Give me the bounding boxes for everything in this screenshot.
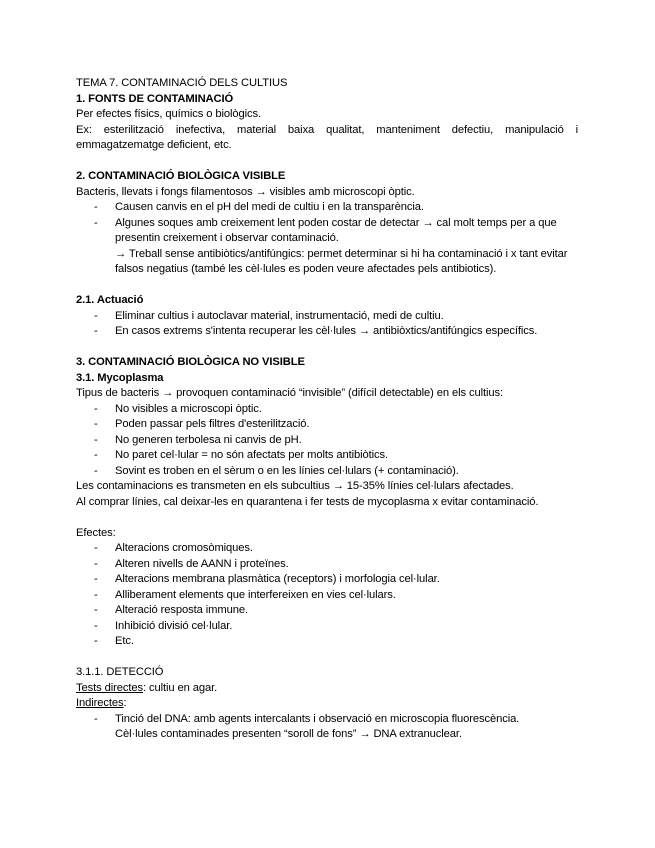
paragraph: Ex: esterilització inefectiva, material baixa qualitat, manteniment defectiu, manipulació i emmagatzematge deficient, etc.	[76, 123, 578, 151]
bullet-list	[76, 200, 578, 247]
heading-mycoplasma: 3.1. Mycoplasma	[76, 371, 164, 384]
list-item: - No generen terbolesa ni canvis de pH.	[76, 433, 578, 449]
list-item: - Algunes soques amb creixement lent poden costar de detectar → cal molt temps per a que presentin creixement i observar contaminació.	[76, 216, 578, 247]
document-page	[76, 76, 578, 743]
paragraph	[76, 696, 578, 712]
effects-list	[76, 541, 578, 650]
list-item: - No paret cel·lular = no són afectats per molts antibiòtics.	[76, 448, 578, 464]
bullet-list	[76, 402, 578, 480]
list-item: - No visibles a microscopi òptic.	[76, 402, 578, 418]
heading-fonts-contaminacio: 1. FONTS DE CONTAMINACIÓ	[76, 92, 234, 105]
list-item: - Sovint es troben en el sèrum o en les línies cel·lulars (+ contaminació).	[76, 464, 578, 480]
list-item: - Alteracions membrana plasmàtica (receptors) i morfologia cel·lular.	[76, 572, 578, 588]
heading-contaminacio-no-visible: 3. CONTAMINACIÓ BIOLÒGICA NO VISIBLE	[76, 356, 305, 368]
paragraph: Per efectes físics, químics o biològics.	[76, 108, 262, 120]
list-item: - Inhibició divisió cel·lular.	[76, 619, 578, 635]
list-item: - En casos extrems s'intenta recuperar les cèl·lules → antibiòxtics/antifúngics específics.	[76, 324, 578, 340]
list-item: - Alliberament elements que interfereixen en vies cel·lulars.	[76, 588, 578, 604]
list-item: - Alteren nivells de AANN i proteïnes.	[76, 557, 578, 573]
paragraph	[76, 681, 578, 697]
indirect-colon: :	[123, 697, 127, 709]
list-item: - Poden passar pels filtres d'esterilització.	[76, 417, 578, 433]
paragraph: Bacteris, llevats i fongs filamentosos → visibles amb microscopi òptic.	[76, 185, 415, 198]
list-item-continuation: → Treball sense antibiòtics/antifúngics: permet determinar si hi ha contaminació i x tant evitar falsos negatius (també les cèl·lules es poden veure afectades pels antibiotics).	[115, 247, 568, 275]
list-item: - Etc.	[76, 634, 578, 650]
indirect-tests-label: Indirectes	[76, 697, 124, 709]
list-item: - Eliminar cultius i autoclavar material, instrumentació, medi de cultiu.	[76, 309, 578, 325]
list-item: - Alteració resposta immune.	[76, 603, 578, 619]
list-item: - Tinció del DNA: amb agents intercalants i observació en microscopia fluorescència.	[76, 712, 578, 728]
list-item: - Causen canvis en el pH del medi de cultiu i en la transparència.	[76, 200, 578, 216]
effects-label: Efectes:	[76, 526, 116, 539]
paragraph: Al comprar línies, cal deixar-les en quarantena i fer tests de mycoplasma x evitar contaminació.	[76, 495, 539, 508]
heading-actuacio: 2.1. Actuació	[76, 294, 144, 306]
list-item-continuation: Cèl·lules contaminades presenten “soroll de fons” → DNA extranuclear.	[115, 728, 462, 740]
paragraph: Tipus de bacteris → provoquen contaminació “invisible” (difícil detectable) en els cultius:	[76, 387, 504, 399]
doc-title: TEMA 7. CONTAMINACIÓ DELS CULTIUS	[76, 77, 288, 89]
paragraph: Les contaminacions es transmeten en els subcultius → 15-35% línies cel·lulars afectades.	[76, 480, 514, 492]
direct-tests-label: Tests directes	[76, 681, 143, 694]
bullet-list	[76, 309, 578, 340]
bullet-list	[76, 712, 578, 728]
direct-tests-text: : cultiu en agar.	[143, 681, 218, 694]
heading-contaminacio-visible: 2. CONTAMINACIÓ BIOLÒGICA VISIBLE	[76, 170, 286, 182]
heading-deteccio: 3.1.1. DETECCIÓ	[76, 666, 164, 678]
list-item: - Alteracions cromosòmiques.	[76, 541, 578, 557]
